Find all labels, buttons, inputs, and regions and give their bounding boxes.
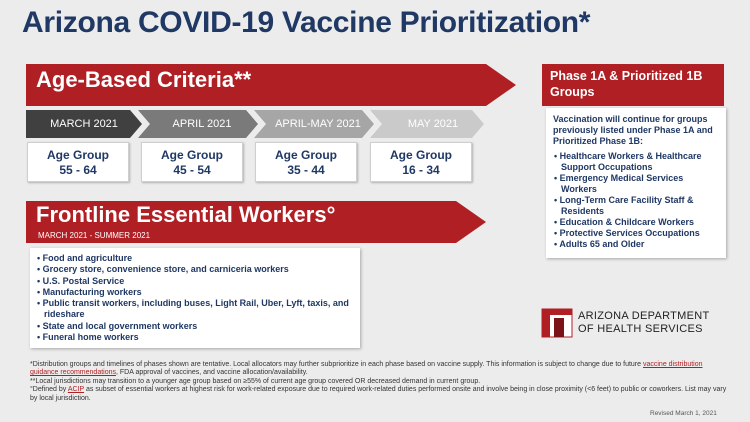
page-title: Arizona COVID-19 Vaccine Prioritization* bbox=[22, 6, 591, 39]
list-item: • Long-Term Care Facility Staff & Residents bbox=[553, 195, 719, 217]
age-group-range: 35 - 44 bbox=[287, 163, 325, 177]
footnotes bbox=[30, 361, 730, 403]
acip-link[interactable]: ACIP bbox=[67, 386, 85, 394]
adhs-name-line1: ARIZONA DEPARTMENT bbox=[578, 310, 710, 322]
age-criteria-heading: Age-Based Criteria** bbox=[36, 67, 252, 92]
list-item: • Education & Childcare Workers bbox=[553, 217, 719, 228]
phase1-heading: Phase 1A & Prioritized 1B Groups bbox=[542, 64, 724, 106]
adhs-name-line2: OF HEALTH SERVICES bbox=[578, 322, 703, 335]
phase-label-march: MARCH 2021 bbox=[50, 118, 118, 130]
frontline-banner-arrowhead bbox=[456, 201, 486, 243]
list-item: • Protective Services Occupations bbox=[553, 228, 719, 239]
frontline-subheading: MARCH 2021 - SUMMER 2021 bbox=[38, 231, 151, 240]
age-group-range: 16 - 34 bbox=[402, 163, 440, 177]
footnote-text: , FDA approval of vaccines, and vaccine allocation/availability. bbox=[116, 369, 308, 377]
age-group-range: 55 - 64 bbox=[59, 163, 97, 177]
frontline-heading: Frontline Essential Workers° bbox=[36, 202, 336, 227]
phase1-card bbox=[546, 108, 726, 258]
age-group-range: 45 - 54 bbox=[173, 163, 211, 177]
frontline-list-card bbox=[30, 248, 360, 348]
footnote-text: *Distribution groups and timelines of phases shown are tentative. Local allocators may further subprioritize in each phase based on vaccine supply. This information is subject to change due to future bbox=[30, 361, 643, 368]
list-item: • State and local government workers bbox=[36, 321, 354, 332]
footnote-2: **Local jurisdictions may transition to a younger age group based on ≥55% of current age group covered OR decreased demand in current group. bbox=[30, 377, 481, 385]
age-group-label: Age Group bbox=[161, 148, 223, 162]
age-group-card-3 bbox=[255, 142, 357, 182]
phase-label-april-may: APRIL-MAY 2021 bbox=[275, 118, 361, 130]
age-group-label: Age Group bbox=[390, 148, 452, 162]
phase-label-may: MAY 2021 bbox=[407, 118, 459, 130]
phase1-intro: Vaccination will continue for groups previously listed under Phase 1A and Prioritized Phase 1B: bbox=[553, 114, 713, 146]
list-item: • Funeral home workers bbox=[36, 332, 354, 343]
age-group-label: Age Group bbox=[47, 148, 109, 162]
list-item: • Manufacturing workers bbox=[36, 287, 354, 298]
age-group-card-4 bbox=[370, 142, 472, 182]
footnote-text: as subset of essential workers at highest risk for work-related exposure due to required work-related duties performed onsite and involve being in close proximity (<6 feet) to public or coworkers. List may vary by local jurisdiction. bbox=[30, 386, 727, 402]
adhs-name bbox=[578, 310, 710, 335]
age-group-card-2 bbox=[141, 142, 243, 182]
phase-label-april: APRIL 2021 bbox=[172, 118, 232, 130]
footnote-text: °Defined by bbox=[30, 386, 68, 394]
list-item: • Food and agriculture bbox=[36, 253, 354, 264]
list-item: • Healthcare Workers & Healthcare Support Occupations bbox=[553, 151, 719, 173]
list-item: • Emergency Medical Services Workers bbox=[553, 173, 719, 195]
revised-date: Revised March 1, 2021 bbox=[650, 410, 717, 417]
age-banner-arrowhead bbox=[486, 64, 516, 106]
list-item: • Grocery store, convenience store, and carniceria workers bbox=[36, 264, 354, 275]
footnote-1 bbox=[30, 361, 730, 378]
phase1-list bbox=[553, 151, 719, 250]
adhs-logo-icon bbox=[540, 307, 574, 339]
frontline-list bbox=[36, 253, 354, 343]
list-item: • U.S. Postal Service bbox=[36, 276, 354, 287]
guidance-link[interactable]: vaccine distribution guidance recommendations bbox=[30, 361, 703, 377]
footnote-3 bbox=[30, 386, 730, 403]
age-group-card-1 bbox=[27, 142, 129, 182]
list-item: • Public transit workers, including buses, Light Rail, Uber, Lyft, taxis, and rideshare bbox=[36, 298, 354, 321]
age-group-label: Age Group bbox=[275, 148, 337, 162]
list-item: • Adults 65 and Older bbox=[553, 239, 719, 250]
